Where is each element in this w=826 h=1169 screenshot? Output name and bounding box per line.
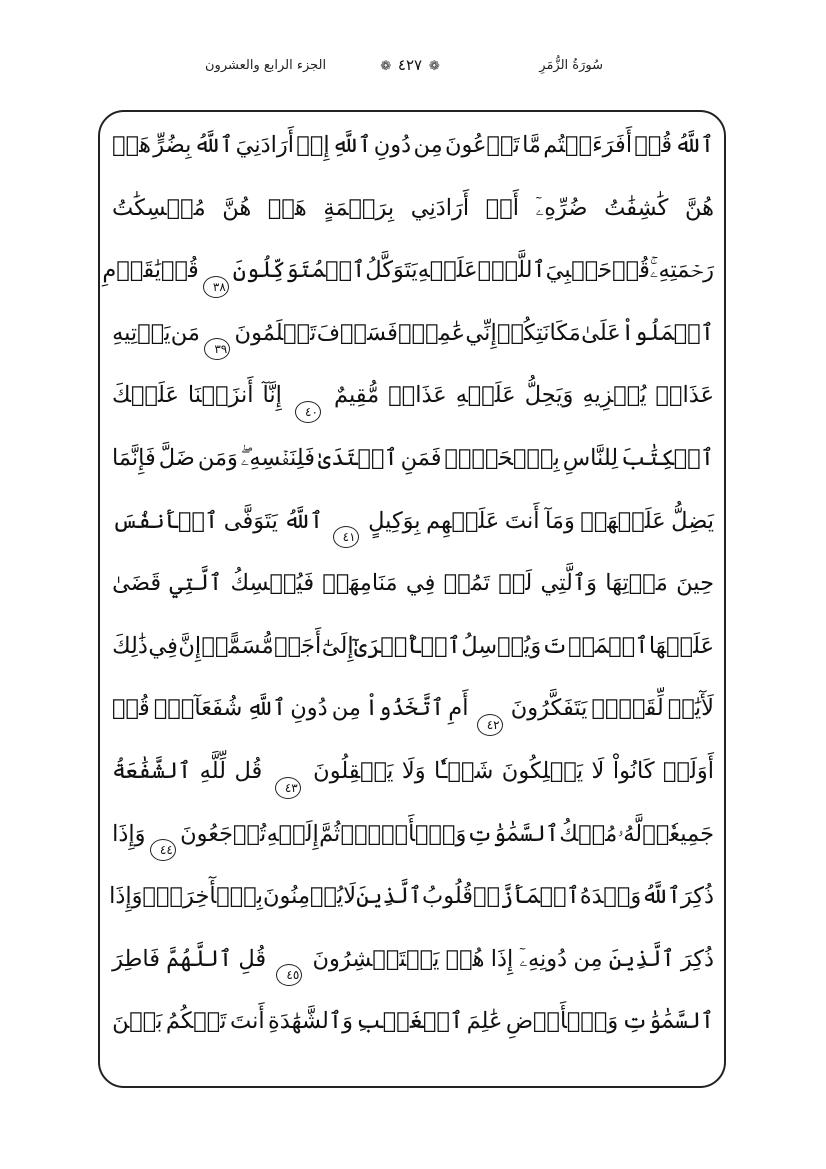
word: بِٱلۡأٓخِرَةِۖ (142, 883, 264, 910)
word: ٱلسَّمَٰوَٰتِ (621, 1008, 714, 1035)
word: بِٱلۡحَقِّۖ (444, 444, 560, 471)
word: يَتَوَفَّى (223, 507, 278, 534)
word: تَحۡكُمُ (165, 1008, 227, 1035)
word: إِذَا (490, 945, 514, 972)
word: عَلَيۡهَا (648, 632, 714, 659)
ornament-right-icon: ❁ (428, 59, 440, 74)
word: تَعۡلَمُونَ (234, 319, 317, 346)
word: وَإِذَا (112, 820, 146, 847)
text-line (112, 181, 714, 244)
word: أَوَلَوۡ (663, 757, 714, 784)
word: عَلَيۡهِم (426, 507, 500, 534)
word: فَاطِرَ (112, 945, 161, 972)
word: عَلَيۡكَ (112, 382, 179, 409)
word: عَلَيۡهِ (417, 257, 478, 284)
ornament-left-icon: ❁ (380, 59, 392, 74)
page-number: ٤٢٧ (397, 56, 423, 74)
text-line (112, 306, 714, 369)
page-number-block (378, 56, 442, 74)
word: وَٱلۡأَرۡضِ (505, 1008, 619, 1035)
word: ٱلَّذِينَ (356, 883, 423, 910)
word: حَسۡبِيَ (545, 257, 613, 284)
word: ٱعۡمَلُواْ (621, 319, 714, 346)
word: بِرَحۡمَةٍ (323, 194, 395, 221)
text-line (109, 869, 714, 932)
word: مِن (331, 695, 361, 722)
word: يَٰقَوۡمِ (102, 257, 162, 284)
text-line (112, 744, 714, 807)
word: شُفَعَآءَۚ (153, 695, 243, 722)
word: لَّهُۥ (617, 820, 643, 847)
word: ٱللَّهُۖ (477, 257, 546, 284)
word: وَٱلَّتِي (540, 570, 597, 597)
word: فَمَنِ (400, 444, 442, 471)
word: عَٰمِلٞۖ (398, 319, 466, 346)
word: وَمَآ (545, 507, 575, 534)
word: عَذَابٞ (655, 382, 714, 409)
word: ٱللَّهُمَّ (166, 945, 233, 972)
word: مِن (413, 132, 443, 158)
word: قُلۡ (612, 257, 650, 284)
word: يَضِلُّ (671, 507, 714, 534)
word: ذُكِرَ (680, 883, 714, 910)
word: فَلِنَفۡسِهِۦۖ (240, 444, 315, 471)
word: ٱللَّهُ (283, 507, 324, 534)
ayah-number-marker: ٤٠ (295, 401, 321, 423)
word: وَلَا (401, 757, 426, 784)
word: إِلَيۡهِ (266, 820, 319, 847)
word: ٱهۡتَدَىٰ (317, 444, 398, 471)
word: يَتَوَكَّلُ (365, 257, 418, 284)
word: هَلۡ (267, 194, 307, 221)
word: إِلَىٰٓ (321, 632, 354, 659)
word: عَٰلِمَ (466, 1008, 503, 1035)
word: يَأۡتِيهِ (112, 319, 171, 346)
word: ثُمَّ (319, 820, 341, 847)
word: ٱللَّهِ (331, 132, 372, 158)
word: مَنَامِهَاۖ (322, 570, 398, 597)
word: فَإِنَّمَا (112, 444, 156, 471)
word: مِن (573, 945, 603, 972)
word: أَوۡ (485, 194, 520, 221)
word: ٱلَّذِينَ (608, 945, 675, 972)
word: قُلۡ (112, 695, 150, 722)
word: أَفَرَءَيۡتُم (543, 132, 633, 158)
text-line (112, 368, 714, 431)
word: بِضُرٍّ (153, 132, 192, 158)
word: مُمۡسِكَٰتُ (112, 194, 206, 221)
word: ٱلۡمَوۡتَ (541, 632, 649, 659)
word: يَتَفَكَّرُونَ (510, 695, 588, 722)
text-line (112, 994, 714, 1057)
word: إِنِّي (465, 319, 497, 346)
word: يَعۡقِلُونَ (313, 757, 394, 784)
word: إِنَّآ (262, 382, 282, 409)
word: مُلۡكُ (559, 820, 618, 847)
word: عَذَابٞ (388, 382, 447, 409)
word: وَيُرۡسِلُ (461, 632, 542, 659)
word: ٱللَّهُ (641, 883, 681, 910)
word: فِي (405, 570, 436, 597)
word: ٱللَّهُ (674, 132, 714, 158)
word: وَحۡدَهُ (579, 883, 642, 910)
word: ذَٰلِكَ (112, 632, 148, 659)
word: لَأٓيَٰتٖ (667, 695, 714, 722)
word: فَسَوۡفَ (316, 319, 398, 346)
word: وَإِذَا (109, 883, 143, 910)
word: لَمۡ (498, 570, 533, 597)
word: ٱشۡمَأَزَّتۡ (473, 883, 580, 910)
word: ٱلۡغَيۡبِ (356, 1008, 464, 1035)
text-line (102, 243, 714, 306)
word: بَيۡنَ (112, 1008, 163, 1035)
ayah-number-marker: ٣٨ (203, 276, 229, 298)
word: أَرَادَنِي (410, 194, 470, 221)
juz-name: الجزء الرابع والعشرون (205, 58, 327, 73)
word: مَوۡتِهَا (605, 570, 668, 597)
word: أَنتَ (504, 507, 540, 534)
word: مَكَانَتِكُمۡ (497, 319, 581, 346)
word: قُلِ (238, 945, 267, 972)
word: ٱللَّهُ (193, 132, 234, 158)
word: جَمِيعٗاۖ (642, 820, 714, 847)
word: ضُرِّهِۦٓ (535, 194, 588, 221)
word: ٱلۡأُخۡرَىٰٓ (354, 632, 461, 659)
word: لِّلَّهِ (199, 757, 227, 784)
word: لِلنَّاسِ (562, 444, 619, 471)
ayah-number-marker: ٤٢ (477, 714, 503, 736)
text-line (112, 494, 714, 557)
ayah-number-marker: ٤٣ (275, 777, 301, 799)
word: هُنَّ (685, 194, 714, 221)
word: هُنَّ (222, 194, 252, 221)
word: وَمَن (197, 444, 238, 471)
text-line (112, 932, 714, 995)
word: تُرۡجَعُونَ (180, 820, 267, 847)
ayah-number-marker: ٤٤ (150, 839, 176, 861)
word: دُونِ (373, 132, 412, 158)
word: يُخۡزِيهِ (582, 382, 647, 409)
word: شَيۡـٔٗا (434, 757, 494, 784)
text-line (112, 807, 714, 870)
text-line (112, 556, 714, 619)
word: قُلۡ (161, 257, 199, 284)
word: أَمِ (448, 695, 469, 722)
word: قُلُوبُ (422, 883, 474, 910)
surah-name: سُورَةُ الزُّمَرِ (539, 58, 603, 73)
word: يَمۡلِكُونَ (501, 757, 584, 784)
word: ٱلۡمُتَوَكِّلُونَ (232, 257, 366, 284)
word: عَلَىٰ (581, 319, 621, 346)
word: لَا (591, 757, 605, 784)
word: أَنزَلۡنَا (187, 382, 254, 409)
word: يَسۡتَبۡشِرُونَ (312, 945, 440, 972)
word: ذُكِرَ (680, 945, 714, 972)
word: لِّقَوۡمٖ (591, 695, 664, 722)
word: مُّقِيمٌ (333, 382, 380, 409)
text-line (112, 118, 714, 181)
word: إِنۡ (296, 132, 330, 158)
word: هَلۡ (112, 132, 151, 158)
word: كَٰشِفَٰتُ (604, 194, 669, 221)
word: مُّسَمًّىۚ (201, 632, 274, 659)
word: تَدۡعُونَ (444, 132, 520, 158)
word: أَنتَ (229, 1008, 265, 1035)
word: ٱتَّخَذُواْ (365, 695, 445, 722)
word: هُمۡ (445, 945, 485, 972)
word: يُؤۡمِنُونَ (263, 883, 344, 910)
word: حِينَ (676, 570, 714, 597)
word: ٱللَّهِ (246, 695, 287, 722)
word: دُونِ (290, 695, 328, 722)
word: وَٱلشَّهَٰدَةِ (268, 1008, 353, 1035)
page-header (195, 52, 625, 88)
word: وَيَحِلُّ (524, 382, 574, 409)
word: إِنَّ (178, 632, 202, 659)
word: فِي (148, 632, 178, 659)
ayah-number-marker: ٣٩ (204, 338, 230, 360)
text-line (112, 619, 714, 682)
word: لَا (343, 883, 357, 910)
word: رَحۡمَتِهِۦۚ (649, 257, 714, 284)
word: دُونِهِۦٓ (519, 945, 568, 972)
word: مَّا (522, 132, 541, 158)
ayah-number-marker: ٤١ (333, 526, 359, 548)
word: كَانُواْ (612, 757, 655, 784)
word: عَلَيۡهَاۖ (580, 507, 666, 534)
word: ٱلۡكِتَٰبَ (621, 444, 714, 471)
word: عَلَيۡهِ (455, 382, 516, 409)
word: ضَلَّ (158, 444, 195, 471)
word: قُلۡ (634, 132, 673, 158)
word: تَمُتۡ (443, 570, 490, 597)
word: مَن (170, 319, 200, 346)
word: ٱلسَّمَٰوَٰتِ (466, 820, 559, 847)
text-line (112, 431, 714, 494)
word: ٱلۡأَنفُسَ (112, 507, 219, 534)
word: ٱلَّتِي (169, 570, 223, 597)
text-body (102, 118, 714, 1057)
word: قَضَىٰ (112, 570, 162, 597)
text-line (112, 681, 714, 744)
word: قُل (234, 757, 263, 784)
ayah-number-marker: ٤٥ (276, 964, 302, 986)
word: بِوَكِيلٍ (368, 507, 421, 534)
word: أَجَلٖ (274, 632, 322, 659)
word: ٱلشَّفَٰعَةُ (112, 757, 192, 784)
word: فَيُمۡسِكُ (230, 570, 315, 597)
word: وَٱلۡأَرۡضِۖ (340, 820, 467, 847)
word: أَرَادَنِيَ (235, 132, 295, 158)
